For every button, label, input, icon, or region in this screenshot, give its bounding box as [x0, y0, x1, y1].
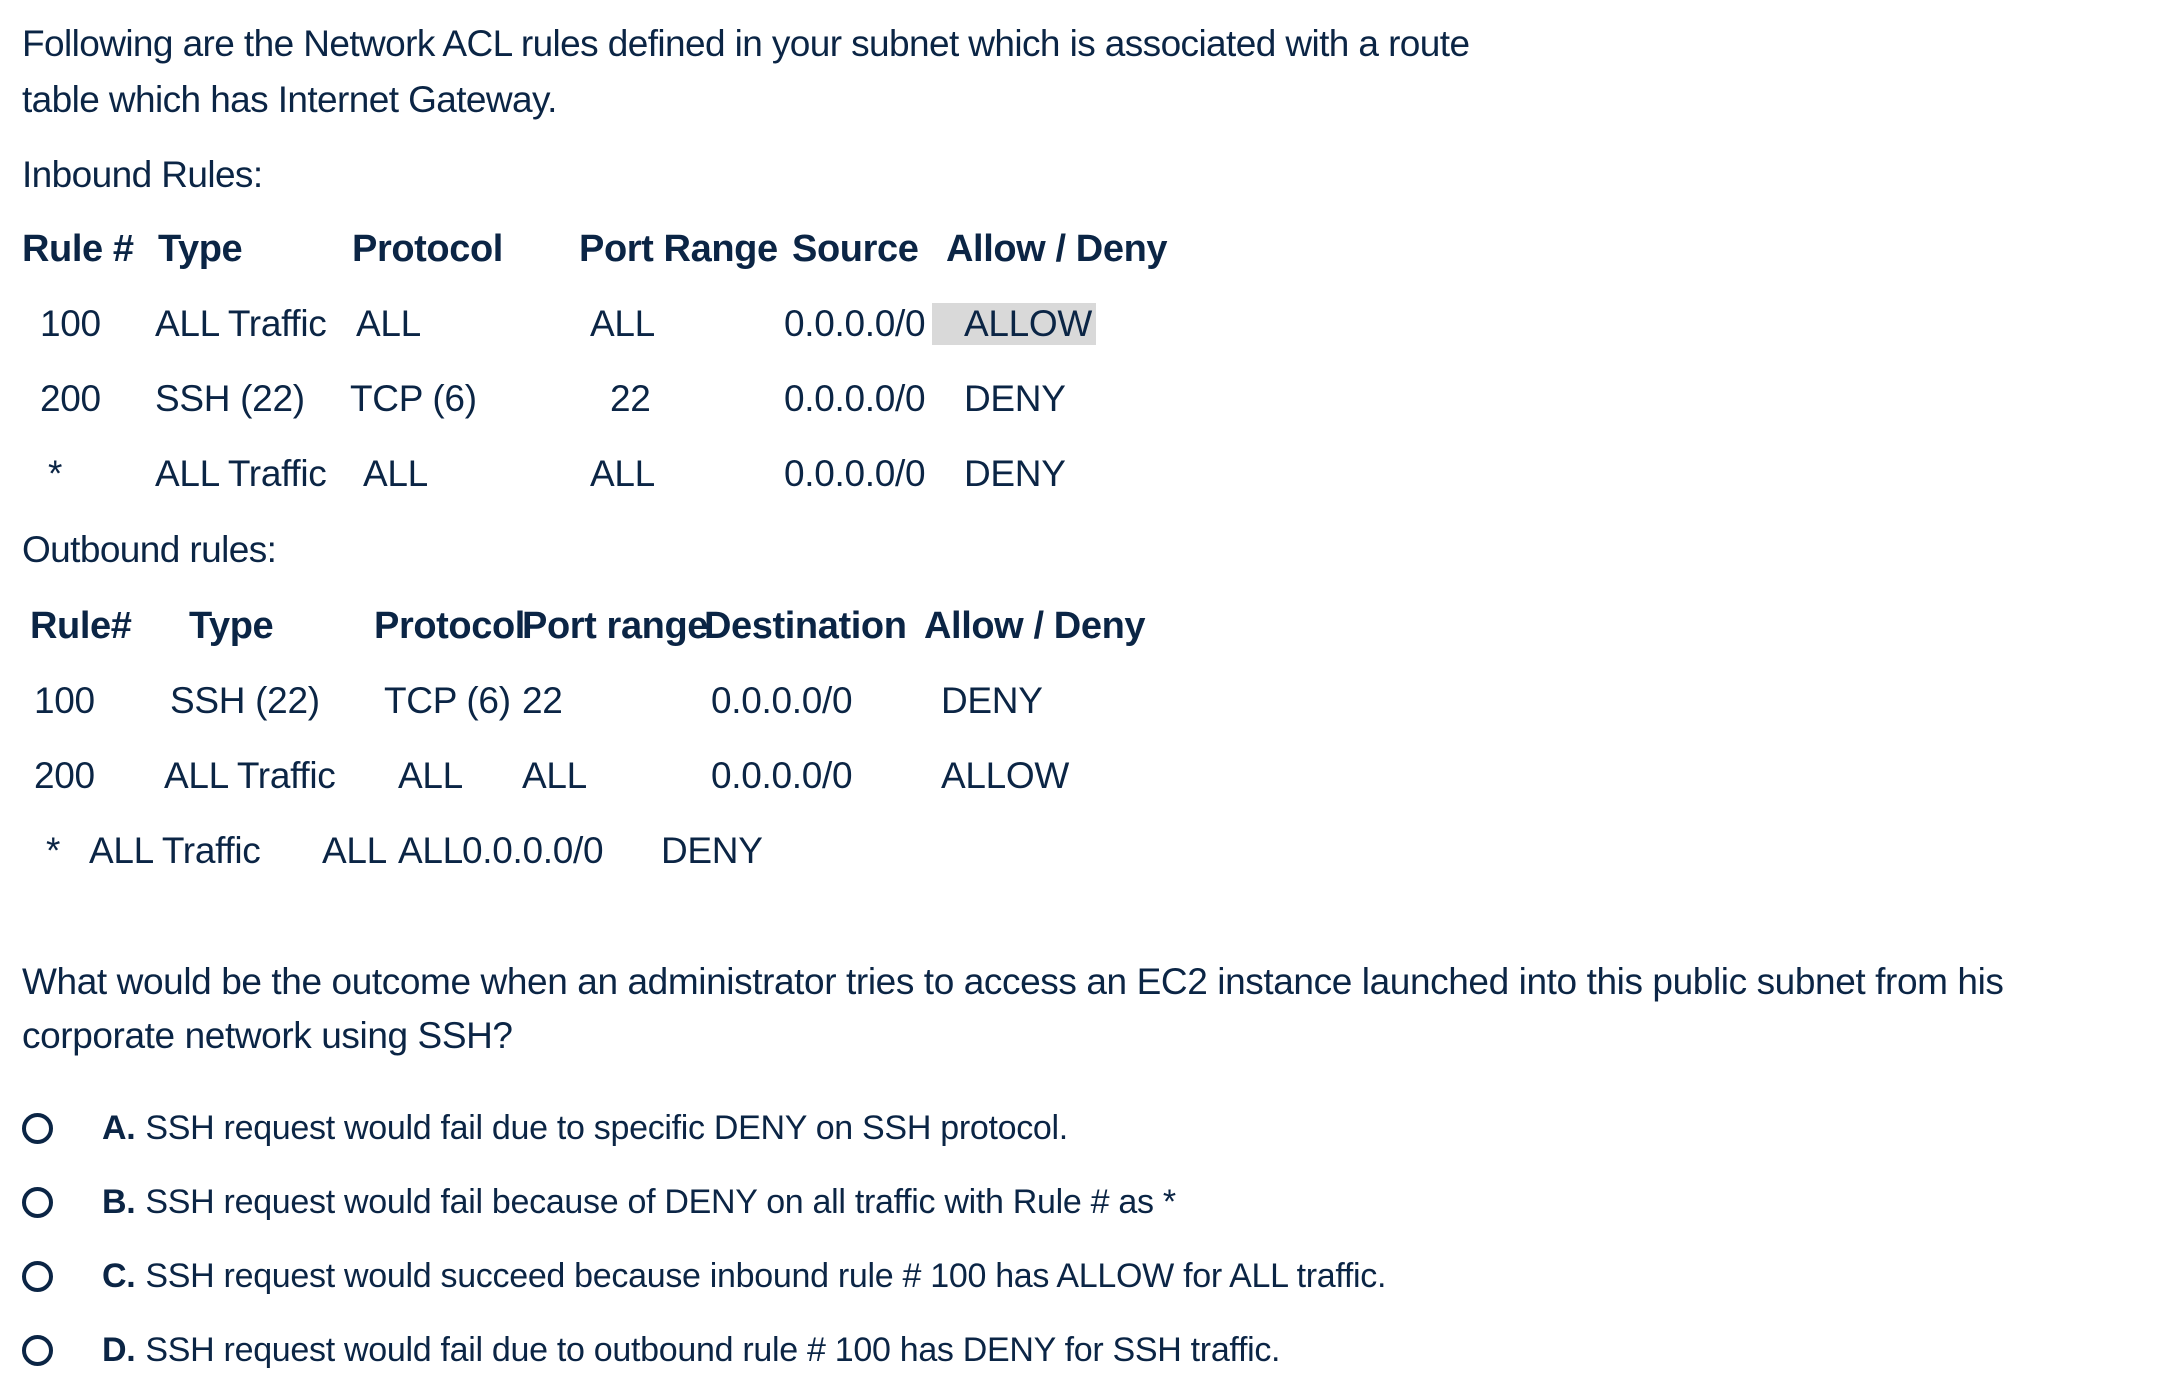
outbound-cell-destination: 0.0.0.0/0: [462, 830, 604, 871]
outbound-cell-protocol: TCP (6): [384, 680, 511, 721]
outbound-cell-type: ALL Traffic: [164, 755, 336, 796]
outbound-cell-type: SSH (22): [170, 680, 320, 721]
outbound-cell-protocol: ALL: [398, 755, 463, 796]
inbound-cell-port: ALL: [590, 453, 655, 494]
inbound-cell-protocol: TCP (6): [350, 378, 477, 419]
outbound-header-allow-deny: Allow / Deny: [924, 605, 1146, 647]
inbound-header-rule: Rule #: [22, 228, 134, 270]
outbound-cell-destination: 0.0.0.0/0: [711, 680, 853, 721]
inbound-cell-action: DENY: [964, 453, 1066, 494]
inbound-cell-rule: 200: [40, 378, 101, 419]
outbound-cell-port: ALL: [398, 830, 463, 871]
outbound-cell-protocol: ALL: [322, 830, 387, 871]
intro-line-1: Following are the Network ACL rules defined in your subnet which is associated with a route: [22, 23, 1470, 64]
option-text: SSH request would fail because of DENY on all traffic with Rule # as *: [145, 1182, 1176, 1221]
option-letter: A.: [102, 1108, 136, 1147]
outbound-cell-rule: *: [46, 830, 61, 871]
outbound-header-destination: Destination: [704, 605, 907, 647]
outbound-cell-action: DENY: [941, 680, 1043, 721]
inbound-cell-protocol: ALL: [356, 303, 421, 344]
outbound-header-protocol: Protocol: [374, 605, 525, 647]
option-label[interactable]: [102, 1109, 1068, 1148]
option-label[interactable]: [102, 1257, 1386, 1296]
answer-option-d[interactable]: [22, 1328, 1281, 1372]
radio-button[interactable]: [22, 1335, 53, 1366]
outbound-header-rule: Rule#: [30, 605, 132, 647]
inbound-cell-action: ALLOW: [932, 303, 1096, 345]
inbound-title: Inbound Rules:: [22, 154, 263, 195]
inbound-header-type: Type: [158, 228, 243, 270]
option-text: SSH request would fail due to specific DENY on SSH protocol.: [145, 1108, 1068, 1147]
inbound-header-source: Source: [792, 228, 919, 270]
radio-button[interactable]: [22, 1113, 53, 1144]
outbound-cell-destination: 0.0.0.0/0: [711, 755, 853, 796]
option-text: SSH request would succeed because inbound rule # 100 has ALLOW for ALL traffic.: [145, 1256, 1387, 1295]
inbound-cell-port: 22: [610, 378, 651, 419]
inbound-cell-type: ALL Traffic: [155, 453, 327, 494]
option-letter: C.: [102, 1256, 136, 1295]
option-label[interactable]: [102, 1183, 1176, 1222]
outbound-header-port-range: Port range: [522, 605, 709, 647]
question-line-1: What would be the outcome when an administrator tries to access an EC2 instance launched into this public subnet from his: [22, 961, 2004, 1002]
outbound-cell-action: DENY: [661, 830, 763, 871]
outbound-cell-type: ALL Traffic: [89, 830, 261, 871]
inbound-cell-action: DENY: [964, 378, 1066, 419]
option-letter: B.: [102, 1182, 136, 1221]
inbound-cell-rule: 100: [40, 303, 101, 344]
inbound-cell-protocol: ALL: [363, 453, 428, 494]
outbound-header-type: Type: [189, 605, 274, 647]
inbound-cell-port: ALL: [590, 303, 655, 344]
inbound-header-protocol: Protocol: [352, 228, 503, 270]
outbound-cell-rule: 200: [34, 755, 95, 796]
answer-option-c[interactable]: [22, 1254, 1387, 1298]
inbound-cell-type: SSH (22): [155, 378, 305, 419]
outbound-cell-rule: 100: [34, 680, 95, 721]
inbound-cell-source: 0.0.0.0/0: [784, 453, 926, 494]
inbound-cell-source: 0.0.0.0/0: [784, 303, 926, 344]
inbound-cell-rule: *: [48, 453, 63, 494]
option-label[interactable]: [102, 1331, 1280, 1370]
answer-option-b[interactable]: [22, 1180, 1176, 1224]
outbound-cell-port: 22: [522, 680, 563, 721]
inbound-header-port-range: Port Range: [579, 228, 778, 270]
outbound-cell-action: ALLOW: [941, 755, 1070, 796]
intro-line-2: table which has Internet Gateway.: [22, 79, 557, 120]
outbound-cell-port: ALL: [522, 755, 587, 796]
question-line-2: corporate network using SSH?: [22, 1015, 513, 1056]
inbound-cell-type: ALL Traffic: [155, 303, 327, 344]
option-text: SSH request would fail due to outbound rule # 100 has DENY for SSH traffic.: [145, 1330, 1281, 1369]
radio-button[interactable]: [22, 1187, 53, 1218]
answer-option-a[interactable]: [22, 1106, 1068, 1150]
inbound-header-allow-deny: Allow / Deny: [946, 228, 1168, 270]
radio-button[interactable]: [22, 1261, 53, 1292]
inbound-cell-source: 0.0.0.0/0: [784, 378, 926, 419]
outbound-title: Outbound rules:: [22, 529, 277, 570]
option-letter: D.: [102, 1330, 136, 1369]
